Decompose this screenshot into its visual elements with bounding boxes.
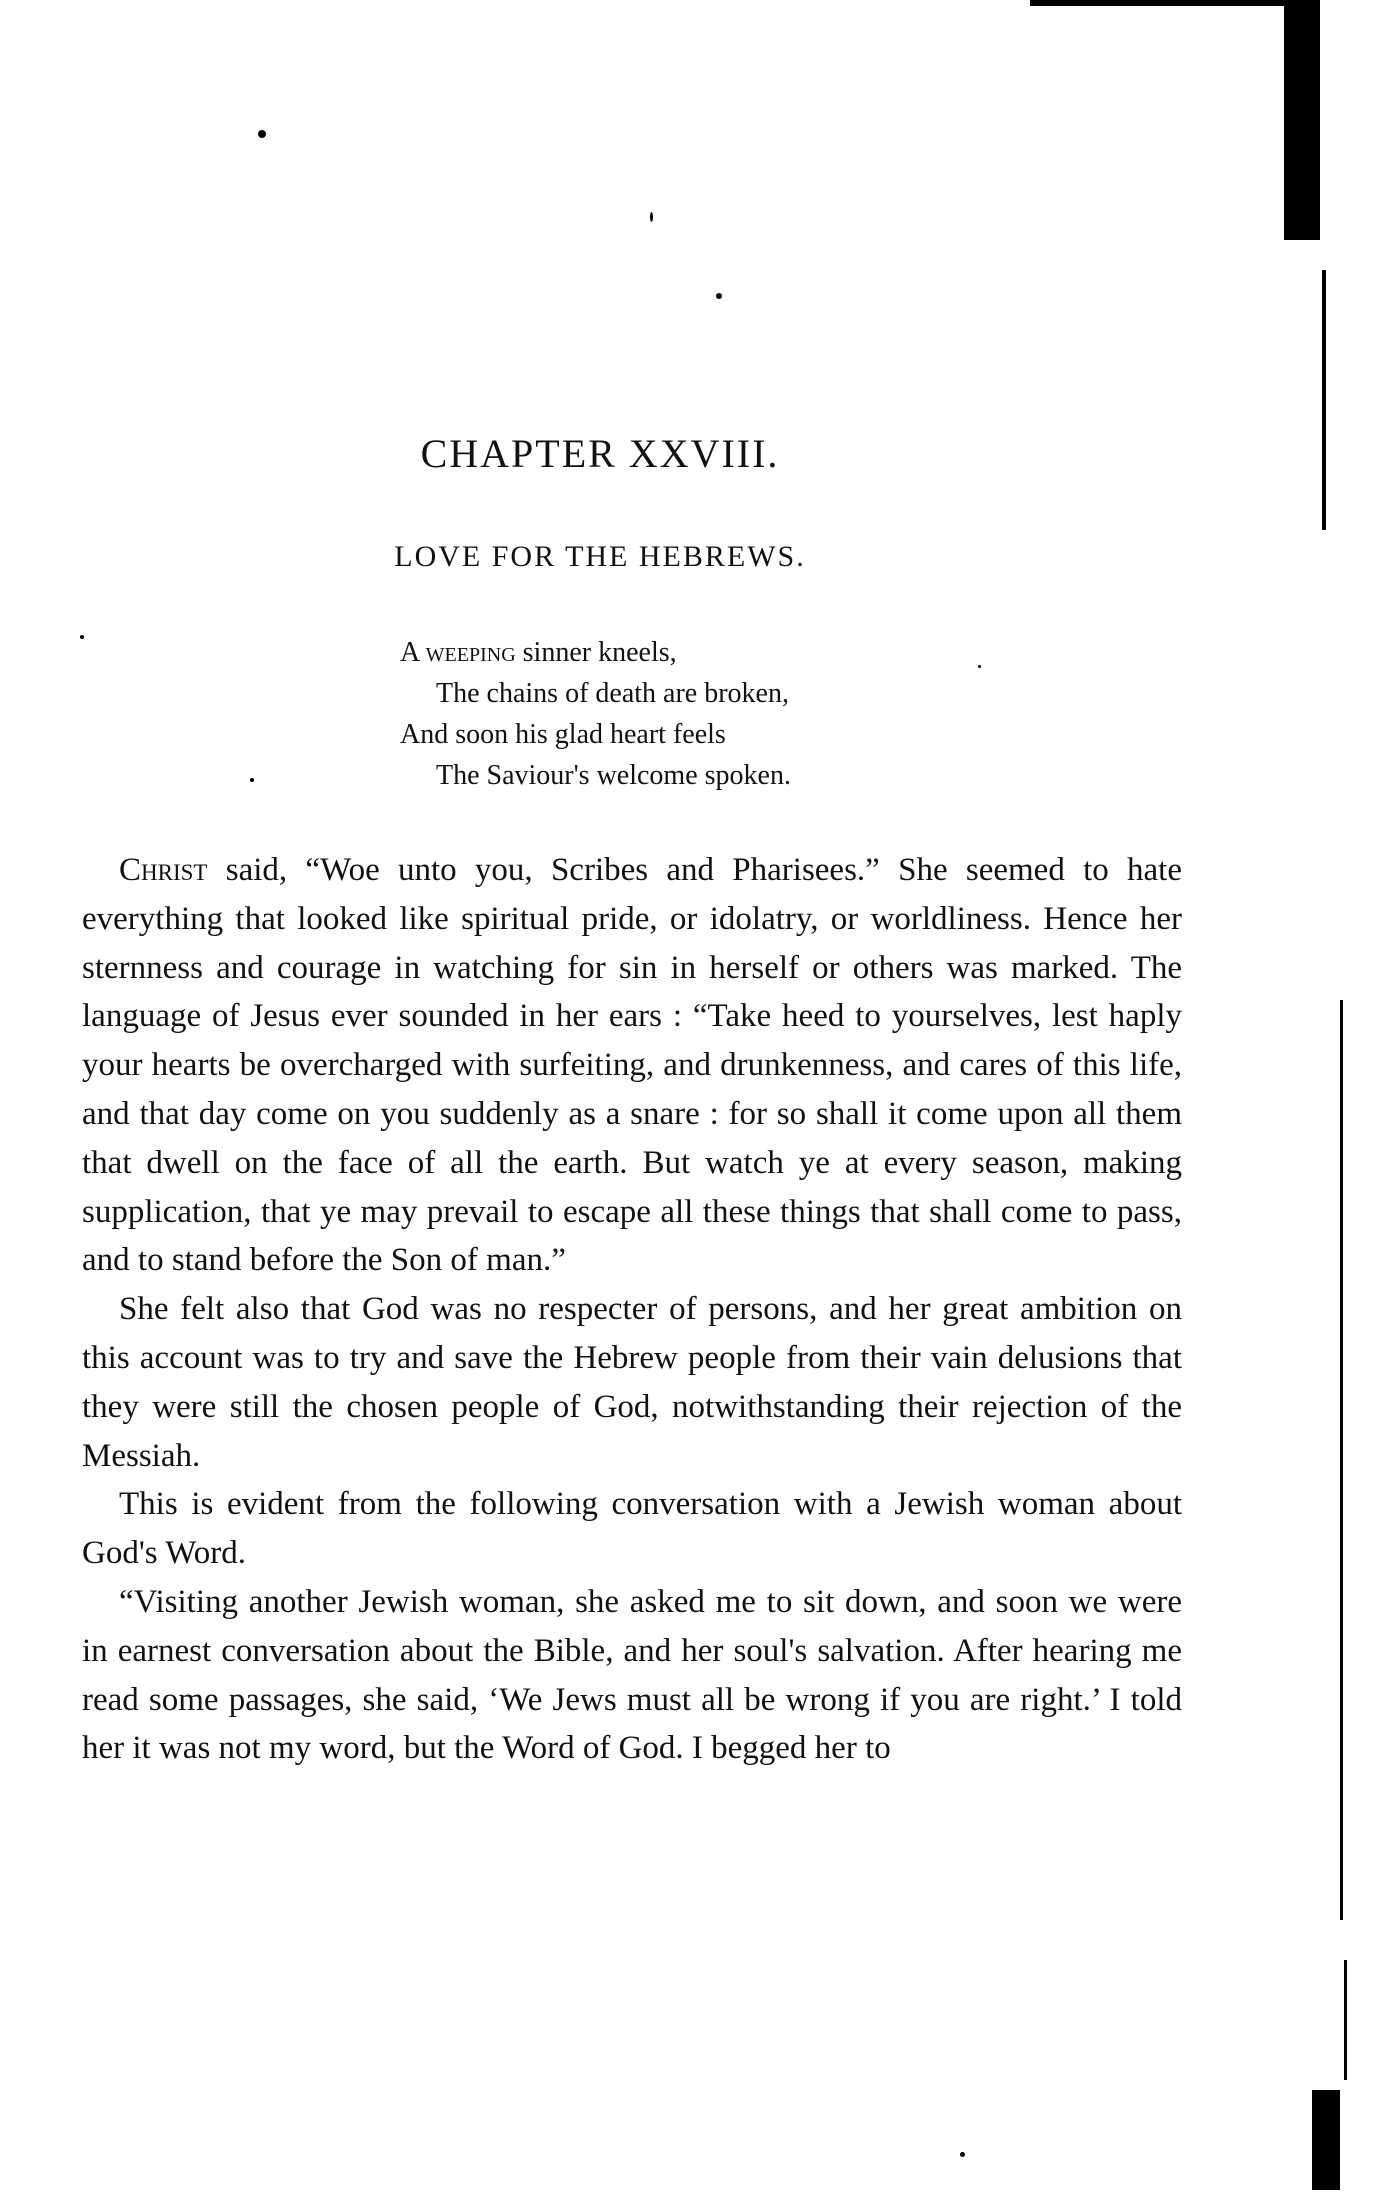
epigraph-poem [400,632,1000,796]
scan-edge-line [1344,1960,1347,2080]
chapter-title: CHAPTER XXVIII. [420,431,780,476]
paragraph-1 [82,846,1182,1285]
scan-edge-line [1340,1000,1343,1920]
scan-speck [250,778,254,782]
scan-binding-edge [1284,0,1320,240]
scan-speck [650,212,653,222]
paragraph-2: She felt also that God was no respecter of persons, and her great ambition on this account was to try and save the Hebrew people from their vain delusions that they were still the chosen people of God, notwithstanding their rejection of the Messiah. [82,1291,1182,1474]
epigraph-line-3: And soon his glad heart feels [400,719,726,750]
scan-speck [258,130,266,138]
paragraph-3: This is evident from the following conversation with a Jewish woman about God's Word. [82,1486,1182,1572]
chapter-subtitle: LOVE FOR THE HEBREWS. [394,540,806,573]
epigraph-line-4: The Saviour's welcome spoken. [436,760,791,791]
scan-edge-top [1030,0,1320,6]
epigraph-line-2: The chains of death are broken, [436,678,789,709]
scan-speck [80,635,84,639]
body-text [82,846,1182,1773]
paragraph-1-text: said, “Woe unto you, Scribes and Pharisees.” She seemed to hate everything that looked like spiritual pride, or idolatry, or worldliness. Hence her sternness and courage in watching for sin in herself or others was marked. The language of Jesus ever sounded in her ears : “Take heed to yourselves, lest haply your hearts be overcharged with surfeiting, and drunkenness, and cares of this life, and that day come on you suddenly as a snare : for so shall it come upon all them that dwell on the face of all the earth. But watch ye at every season, making supplication, that ye may prevail to escape all these things that shall come to pass, and to stand before the Son of man.” [82,852,1182,1279]
paragraph-1-lead-word: Christ [119,852,208,888]
epigraph-line-1 [400,632,1000,673]
scan-edge-blot [1312,2090,1340,2190]
paragraph-4: “Visiting another Jewish woman, she asked me to sit down, and soon we were in earnest conversation about the Bible, and her soul's salvation. After hearing me read some passages, she said, ‘We Jews must all be wrong if you are right.’ I told her it was not my word, but the Word of God. I begged her to [82,1583,1182,1767]
scan-speck [716,293,722,299]
epigraph-line-1-rest: sinner kneels, [515,637,677,668]
scan-edge-line [1322,270,1326,530]
scan-speck [960,2152,965,2157]
epigraph-lead-word: A weeping [400,637,516,668]
